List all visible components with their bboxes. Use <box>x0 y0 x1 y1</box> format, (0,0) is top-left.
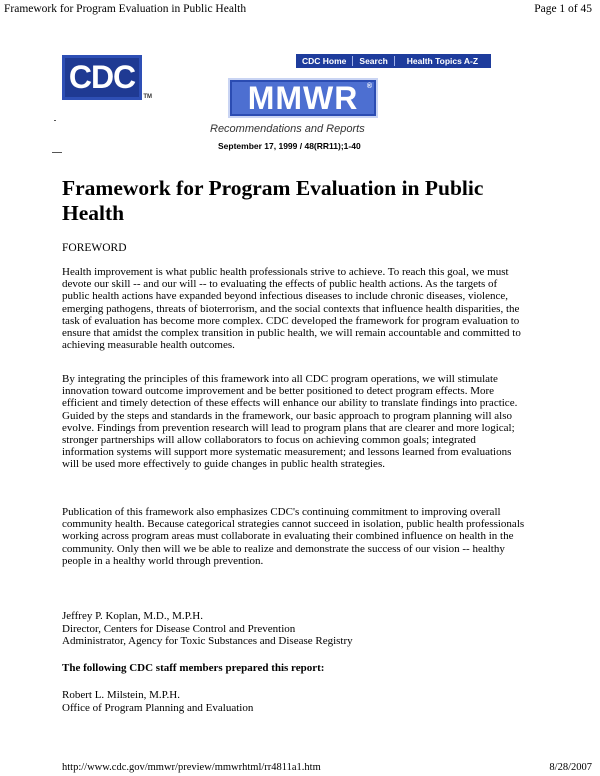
signature-block <box>62 610 353 648</box>
staff-heading: The following CDC staff members prepared this report: <box>62 662 325 674</box>
divider <box>54 120 56 121</box>
print-footer-date: 8/28/2007 <box>549 762 592 773</box>
mmwr-logo-text: MMWR <box>247 79 359 116</box>
mmwr-logo[interactable] <box>230 80 376 116</box>
trademark: TM <box>143 94 152 100</box>
paragraph: By integrating the principles of this framework into all CDC program operations, we will stimulate innovation toward outcome improvement and be better positioned to detect program effects. More efficient and timely detection of these effects will enhance our ability to translate findings into practice. Guided by the steps and standards in the framework, our basic approach to program planning will also evolve. Findings from prevention research will lead to program plans that are clearer and more logical; stronger partnerships will allow collaborators to focus on achieving common goals; integrated information systems will support more systematic measurement; and lessons learned from evaluations will be used more effectively to guide changes in public health strategies. <box>62 373 518 471</box>
top-nav-bar <box>296 54 491 68</box>
cdc-logo[interactable] <box>62 55 152 100</box>
print-header-page: Page 1 of 45 <box>534 3 592 15</box>
author-office: Office of Program Planning and Evaluation <box>62 701 254 714</box>
signatory-title: Administrator, Agency for Toxic Substances and Disease Registry <box>62 635 353 647</box>
print-footer-url[interactable]: http://www.cdc.gov/mmwr/preview/mmwrhtml/rr4811a1.htm <box>62 762 321 773</box>
divider <box>52 152 62 153</box>
author-block <box>62 689 253 714</box>
author-name: Robert L. Milstein, M.P.H. <box>62 689 180 701</box>
nav-health-topics[interactable]: Health Topics A-Z <box>406 56 479 66</box>
section-heading: FOREWORD <box>62 242 127 254</box>
nav-search[interactable]: Search <box>353 56 394 66</box>
paragraph: Health improvement is what public health professionals strive to achieve. To reach this goal, we must devote our skill -- and our will -- to evaluating the effects of public health actions. As the targets of public health actions have expanded beyond infectious diseases to include chronic diseases, violence, emerging pathogens, threats of bioterrorism, and the social contexts that influence health disparities, the task of evaluation has become more complex. CDC developed the framework for program evaluation to ensure that amidst the complex transition in public health, we will remain accountable and committed to achieving measurable health outcomes. <box>62 266 521 352</box>
article-title: Framework for Program Evaluation in Public Health <box>62 176 484 225</box>
cdc-logo-text: CDC <box>68 59 136 95</box>
print-header-title: Framework for Program Evaluation in Public Health <box>4 3 247 15</box>
paragraph: Publication of this framework also emphasizes CDC's continuing commitment to improving overall community health. Because categorical strategies cannot succeed in isolation, public health professionals working across program areas must collaborate in evaluating their combined influence on health in the community. Only then will we be able to realize and demonstrate the success of our vision -- healthy people in a healthy world through prevention. <box>62 506 525 567</box>
series-name: Recommendations and Reports <box>210 123 365 135</box>
signatory-name: Jeffrey P. Koplan, M.D., M.P.H. <box>62 610 203 622</box>
issue-info: September 17, 1999 / 48(RR11);1-40 <box>218 141 361 151</box>
nav-cdc-home[interactable]: CDC Home <box>296 56 353 66</box>
registered-mark: ® <box>366 83 372 90</box>
signatory-title: Director, Centers for Disease Control and Prevention <box>62 622 296 635</box>
